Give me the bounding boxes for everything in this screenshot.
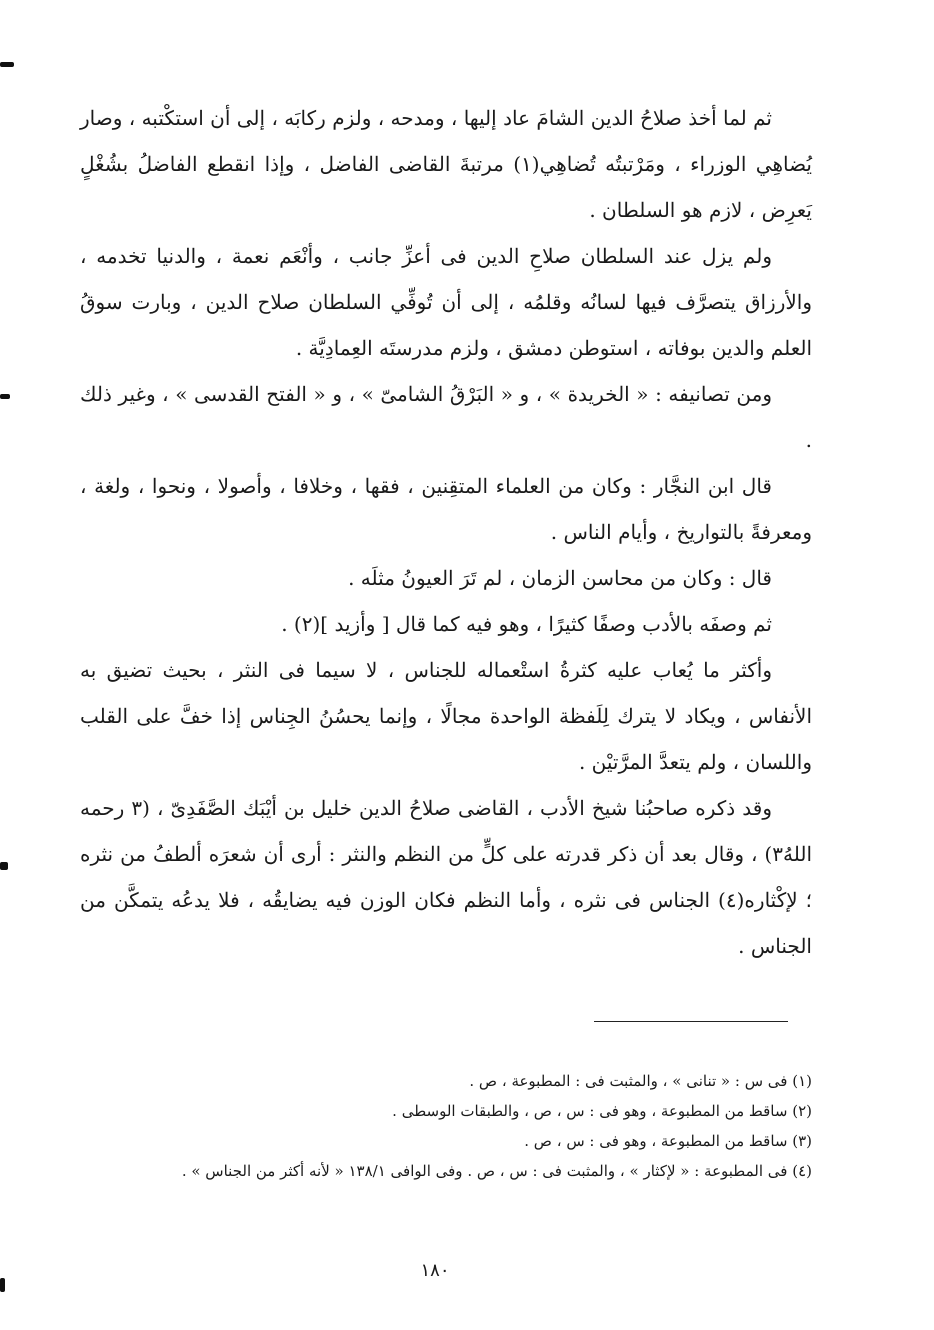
page-number: ١٨٠ <box>420 1260 450 1281</box>
scan-edge-mark <box>0 62 14 67</box>
footnote: (٢) ساقط من المطبوعة ، وهو فى : س ، ص ، والطبقات الوسطى . <box>392 1102 812 1120</box>
main-text <box>80 95 812 969</box>
footnotes <box>150 1066 812 1186</box>
footnote-separator <box>594 1021 788 1022</box>
paragraph: ثم وصفَه بالأدب وصفًا كثيرًا ، وهو فيه كما قال [ وأزيد ](٢) . <box>281 612 772 636</box>
footnote: (١) فى س : « تنانى » ، والمثبت فى : المطبوعة ، ص . <box>469 1072 812 1090</box>
scan-edge-mark <box>0 394 10 399</box>
paragraph: ثم لما أخذ صلاحُ الدين الشامَ عاد إليها ، ومدحه ، ولزم ركابَه ، إلى أن استكْتبه ، وصار يُضاهِي الوزراء ، ومَرْتبتُه تُضاهِي(١) مرتبةَ القاضى الفاضل ، وإذا انقطع الفاضلُ بشُغْلٍ يَعرِض ، لازم هو السلطان . <box>80 106 812 222</box>
footnote: (٤) فى المطبوعة : « لإكثار » ، والمثبت فى : س ، ص . وفى الوافى ١٣٨/١ « لأنه أكثر من الجناس » . <box>181 1162 812 1180</box>
paragraph: ومن تصانيفه : « الخريدة » ، و « البَرْقُ الشامىّ » ، و « الفتح القدسى » ، وغير ذلك . <box>80 382 812 452</box>
scan-edge-mark <box>0 862 8 870</box>
paragraph: وقد ذكره صاحبُنا شيخ الأدب ، القاضى صلاحُ الدين خليل بن أيْبَك الصَّفَدِىّ ، (٣ رحمه اللهُ٣) ، وقال بعد أن ذكر قدرته على كلٍّ من النظم والنثر : أرى أن شعرَه ألطفُ من نثره ؛ لإكْثاره(٤) الجناس فى نثره ، وأما النظم فكان الوزن فيه يضايقُه ، فلا يدعُه يتمكَّن من الجناس . <box>80 796 812 958</box>
paragraph: قال ابن النجَّار : وكان من العلماء المتقِنين ، فقها ، وخلافا ، وأصولا ، ونحوا ، ولغة ، ومعرفةً بالتواريخ ، وأيام الناس . <box>80 474 812 544</box>
footnote: (٣) ساقط من المطبوعة ، وهو فى : س ، ص . <box>524 1132 812 1150</box>
paragraph: ولم يزل عند السلطان صلاحِ الدين فى أعزِّ جانب ، وأنْعَم نعمة ، والدنيا تخدمه ، والأرزاق يتصرَّف فيها لسانُه وقلمُه ، إلى أن تُوفِّي السلطان صلاح الدين ، وبارت سوقُ العلم والدين بوفاته ، استوطن دمشق ، ولزم مدرستَه العِمادِيَّة . <box>80 244 812 360</box>
paragraph: وأكثر ما يُعاب عليه كثرةُ استْعماله للجناس ، لا سيما فى النثر ، بحيث تضيق به الأنفاس ، ويكاد لا يترك لِلَفظة الواحدة مجالًا ، وإنما يحسُنُ الجِناس إذا خفَّ على القلب واللسان ، ولم يتعدَّ المرَّتيْن . <box>80 658 812 774</box>
paragraph: قال : وكان من محاسن الزمان ، لم تَرَ العيونُ مثلَه . <box>348 566 772 590</box>
scan-edge-mark <box>0 1278 5 1292</box>
